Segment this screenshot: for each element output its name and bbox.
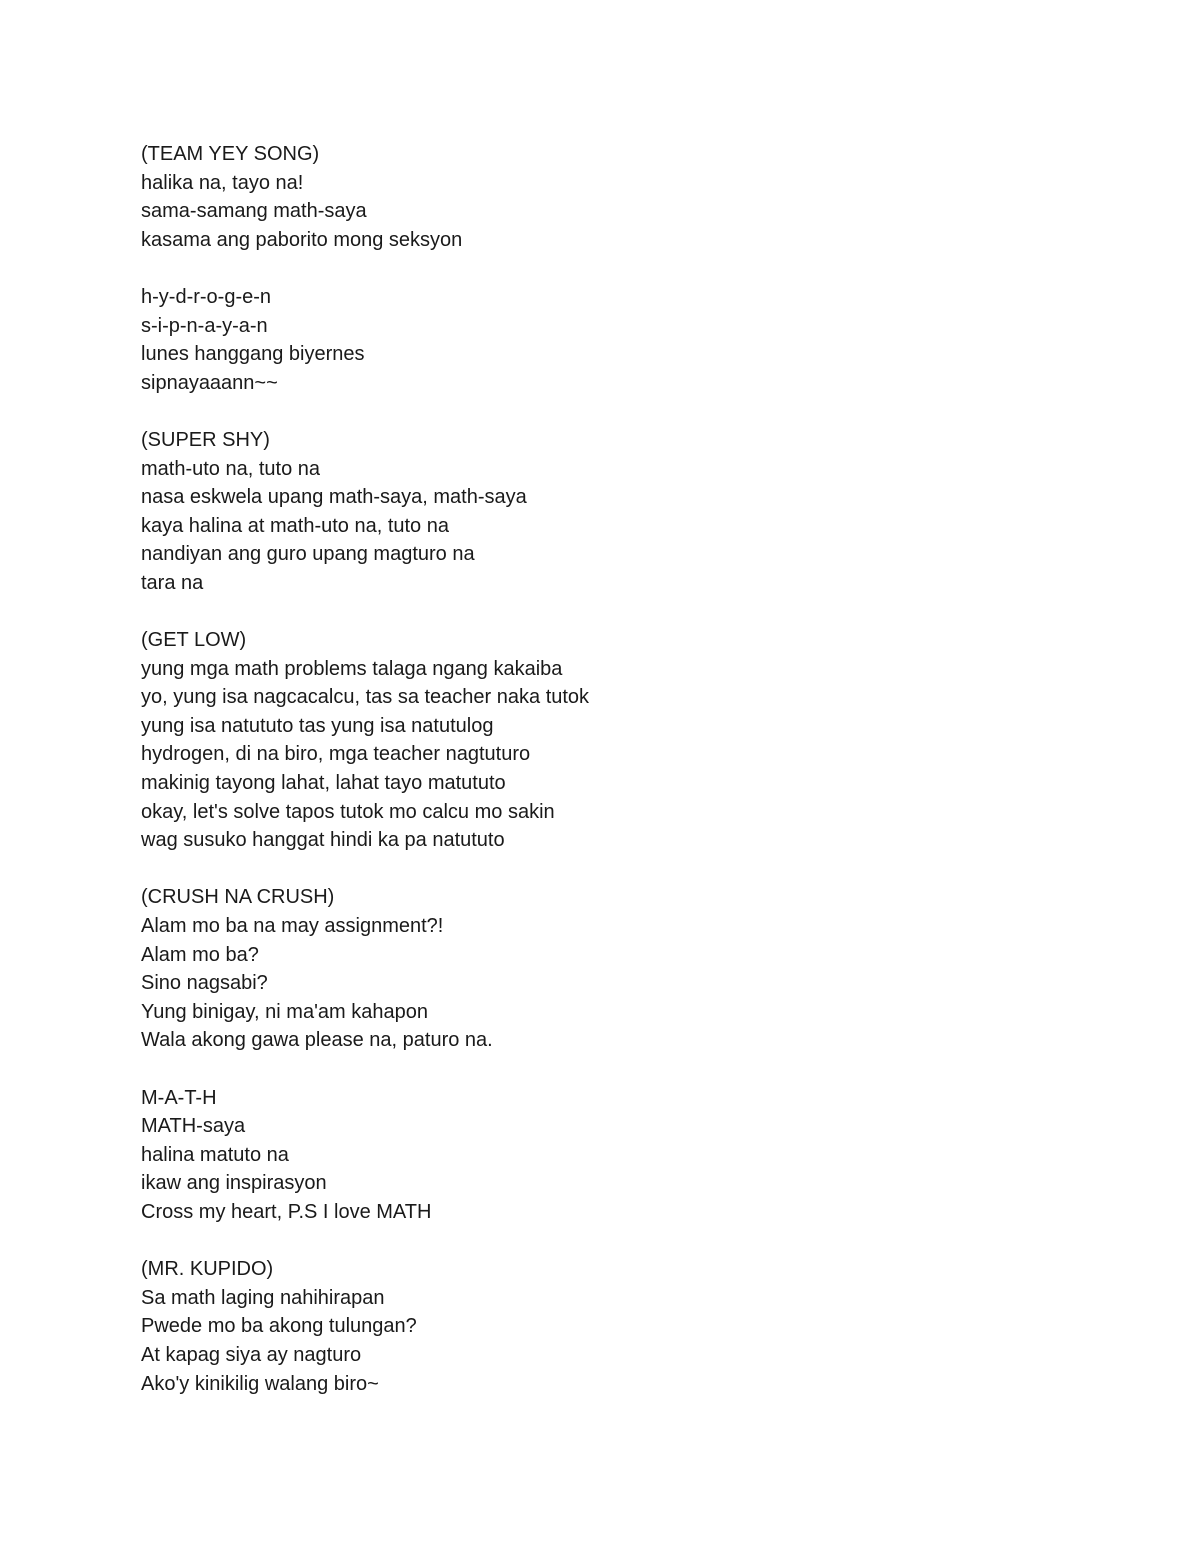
lyric-line: Pwede mo ba akong tulungan? — [141, 1315, 417, 1338]
lyric-line: yo, yung isa nagcacalcu, tas sa teacher naka tutok — [141, 686, 590, 709]
stanza-get-low — [141, 626, 1141, 855]
lyric-line: Sa math laging nahihirapan — [141, 1286, 385, 1309]
lyric-line: h-y-d-r-o-g-e-n — [141, 285, 272, 308]
lyric-line: Alam mo ba na may assignment?! — [141, 915, 444, 938]
stanza-heading: (GET LOW) — [141, 629, 247, 652]
lyric-line: kaya halina at math-uto na, tuto na — [141, 514, 449, 537]
lyrics-body — [141, 140, 1141, 1427]
lyric-line: kasama ang paborito mong seksyon — [141, 228, 463, 251]
lyric-line: sama-samang math-saya — [141, 200, 367, 223]
lyric-line: yung isa natututo tas yung isa natutulog — [141, 714, 494, 737]
stanza-heading: (TEAM YEY SONG) — [141, 143, 320, 165]
lyric-line: hydrogen, di na biro, mga teacher nagtuturo — [141, 743, 531, 766]
lyric-line: M-A-T-H — [141, 1086, 217, 1109]
lyric-line: yung mga math problems talaga ngang kakaiba — [141, 657, 563, 680]
lyric-line: makinig tayong lahat, lahat tayo matututo — [141, 772, 506, 795]
stanza-super-shy — [141, 426, 1141, 598]
stanza-math — [141, 1084, 1141, 1227]
stanza-team-yey-song — [141, 140, 1141, 254]
lyric-line: nandiyan ang guro upang magturo na — [141, 543, 475, 566]
lyric-line: tara na — [141, 571, 204, 594]
lyric-line: Sino nagsabi? — [141, 972, 268, 995]
stanza-heading: (CRUSH NA CRUSH) — [141, 886, 335, 909]
lyric-line: halina matuto na — [141, 1143, 289, 1166]
lyric-line: lunes hanggang biyernes — [141, 343, 365, 366]
stanza-heading: (SUPER SHY) — [141, 428, 270, 451]
lyric-line: Cross my heart, P.S I love MATH — [141, 1200, 432, 1223]
lyric-line: Ako'y kinikilig walang biro~ — [141, 1372, 379, 1395]
lyric-line: Yung binigay, ni ma'am kahapon — [141, 1000, 428, 1023]
lyric-line: wag susuko hanggat hindi ka pa natututo — [141, 829, 505, 852]
lyric-line: nasa eskwela upang math-saya, math-saya — [141, 486, 527, 509]
lyric-line: MATH-saya — [141, 1115, 246, 1138]
stanza-hydrogen — [141, 283, 1141, 397]
lyric-line: sipnayaaann~~ — [141, 371, 278, 394]
lyric-line: s-i-p-n-a-y-a-n — [141, 314, 268, 337]
lyric-line: ikaw ang inspirasyon — [141, 1172, 327, 1195]
stanza-mr-kupido — [141, 1255, 1141, 1398]
stanza-crush-na-crush — [141, 883, 1141, 1055]
lyric-line: halika na, tayo na! — [141, 171, 304, 194]
lyric-line: Alam mo ba? — [141, 943, 259, 966]
lyric-line: math-uto na, tuto na — [141, 457, 321, 480]
stanza-heading: (MR. KUPIDO) — [141, 1258, 274, 1281]
lyric-line: At kapag siya ay nagturo — [141, 1343, 362, 1366]
lyric-line: Wala akong gawa please na, paturo na. — [141, 1029, 493, 1052]
lyric-line: okay, let's solve tapos tutok mo calcu mo sakin — [141, 800, 555, 823]
